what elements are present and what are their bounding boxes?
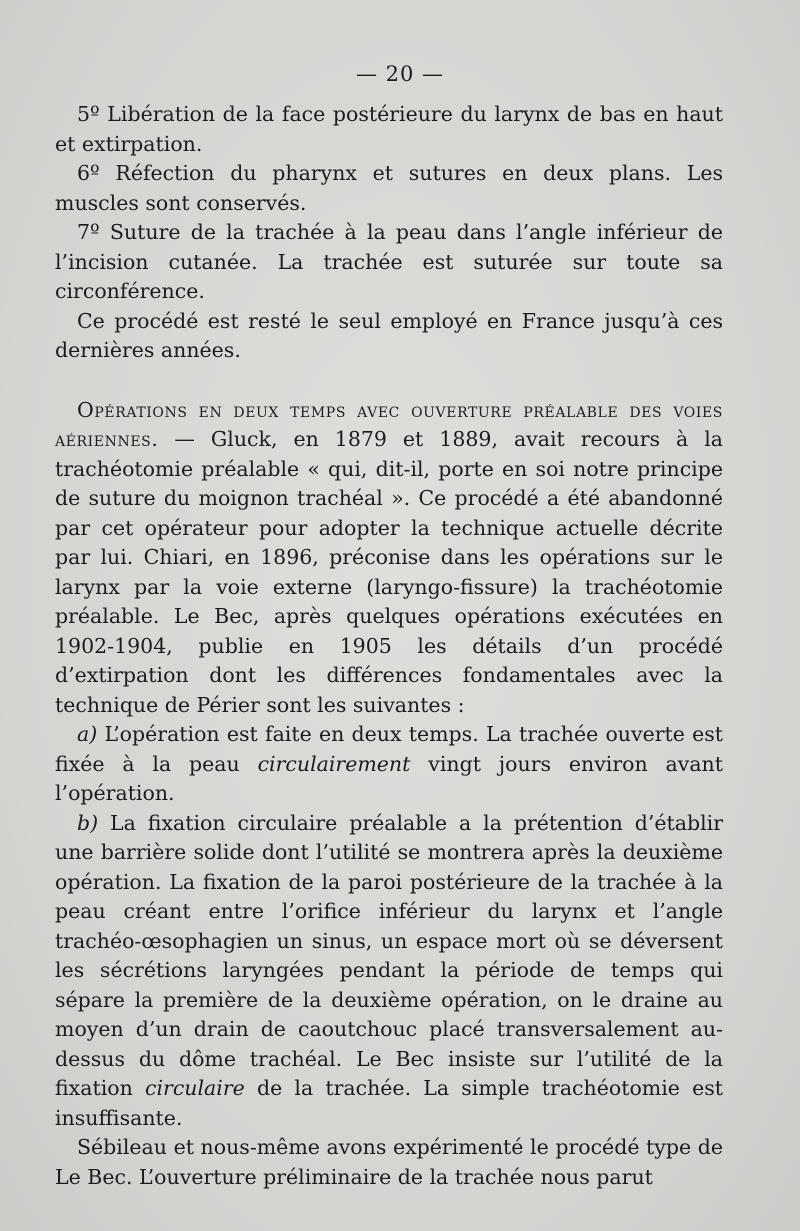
item-b-text-before: La fixation circulaire préalable a la prétention d’établir une barrière solide dont l’utilité se montrera après la deuxième opération. La fixation de la paroi postérieure de la trachée à la peau créant entre l’orifice inférieur du larynx et l’angle trachéo-œsophagien un sinus, un espace mort où se déversent les sécrétions laryngées pendant la période de temps qui sépare la première de la deuxième opération, on le draine au moyen d’un drain de caoutchouc placé transversalement au-dessus du dôme trachéal. Le Bec insiste sur l’utilité de la fixation — [55, 810, 723, 1100]
step-5-paragraph: 5º Libération de la face postérieure du larynx de bas en haut et extirpation. — [55, 102, 723, 156]
final-paragraph: Sébileau et nous-même avons expérimenté le procédé type de Le Bec. L’ouverture préliminaire de la trachée nous parut — [55, 1135, 723, 1189]
item-a-marker: a) — [77, 722, 98, 746]
item-a-emphasis: circulairement — [257, 751, 411, 776]
item-a-text-after: vingt jours environ avant l’opération. — [55, 751, 723, 805]
section-intro: Gluck, en 1879 et 1889, avait recours à la trachéotomie préalable « qui, dit-il, porte en soi notre principe de suture du moignon trachéal ». Ce procédé a été abandonné par cet opérateur pour adopter la technique actuelle décrite par lui. Chiari, en 1896, préconise dans les opérations sur le larynx par la voie externe (laryngo-fissure) la trachéotomie préalable. Le Bec, après quelques opérations exécutées en 1902-1904, publie en 1905 les détails d’un procédé d’extirpation dont les différences fondamentales avec la technique de Périer sont les suivantes : — [55, 427, 723, 717]
section-heading: Opérations en deux temps avec ouverture préalable des voies aériennes. — [55, 397, 723, 451]
item-b-emphasis: circulaire — [144, 1076, 245, 1100]
step-6-paragraph: 6º Réfection du pharynx et sutures en deux plans. Les muscles sont conservés. — [55, 161, 723, 215]
item-a-paragraph — [55, 720, 723, 809]
item-b-paragraph — [55, 809, 723, 1134]
item-b-text-after: de la trachée. La simple trachéotomie est insuffisante. — [55, 1076, 723, 1130]
body-text — [55, 100, 723, 1192]
section-spacer — [55, 366, 723, 396]
item-a-text-before: L’opération est faite en deux temps. La trachée ouverte est fixée à la peau — [55, 722, 723, 776]
closing-paragraph: Ce procédé est resté le seul employé en France jusqu’à ces dernières années. — [55, 308, 723, 362]
step-7-paragraph: 7º Suture de la trachée à la peau dans l’angle inférieur de l’incision cutanée. La trachée est suturée sur toute sa circonférence. — [55, 220, 723, 303]
section-paragraph — [55, 396, 723, 721]
page-number: — 20 — — [355, 62, 445, 86]
section-dash: — — [158, 427, 211, 451]
item-b-marker: b) — [77, 810, 99, 835]
